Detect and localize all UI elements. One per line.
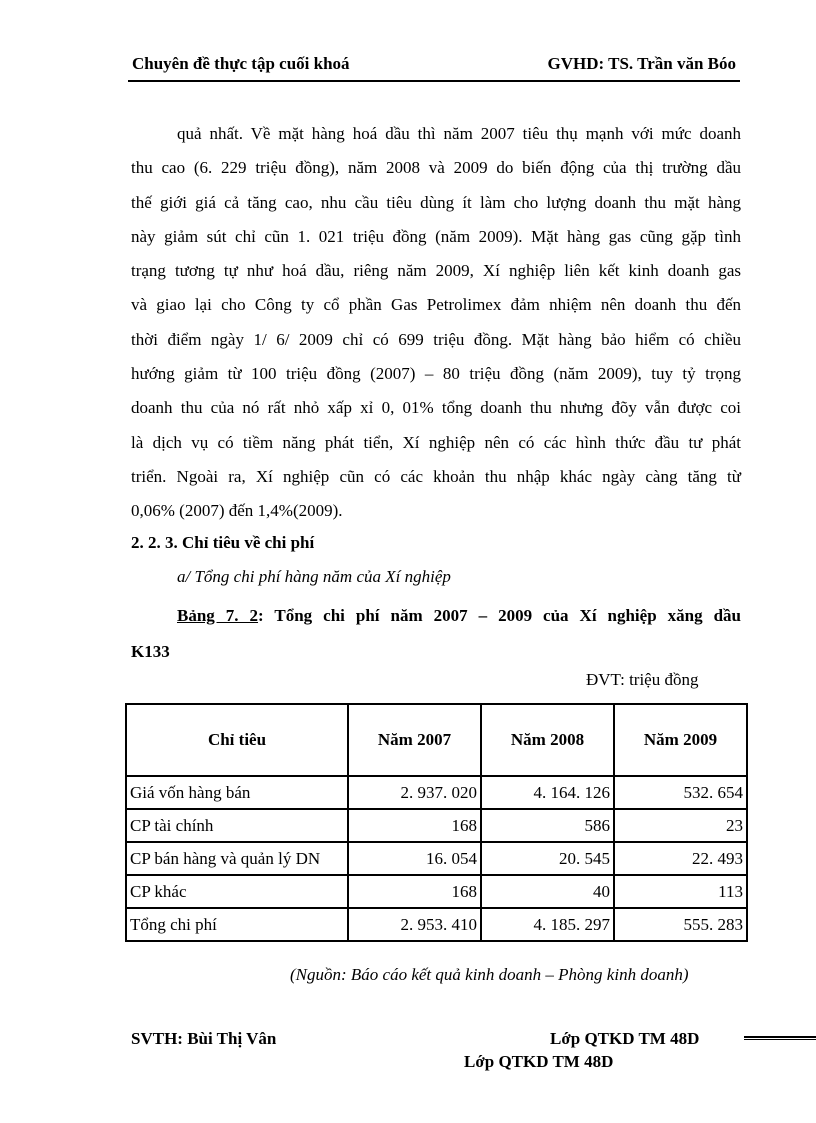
table-cell: 2. 953. 410	[348, 908, 481, 941]
table-cell: 20. 545	[481, 842, 614, 875]
table-row	[126, 809, 747, 842]
table-cell: 23	[614, 809, 747, 842]
caption-line-1	[131, 598, 741, 634]
table-row	[126, 908, 747, 941]
table-cell: CP tài chính	[126, 809, 348, 842]
table-cell: 555. 283	[614, 908, 747, 941]
table-cell: 4. 164. 126	[481, 776, 614, 809]
table-cell: Tổng chi phí	[126, 908, 348, 941]
paragraph-line: và giao lại cho Công ty cổ phần Gas Petrolimex đảm nhiệm nên doanh thu đến	[131, 295, 741, 315]
paragraph-line: này giảm sút chỉ cũn 1. 021 triệu đồng (năm 2009). Mặt hàng gas cũng gặp tình	[131, 226, 741, 246]
table-row	[126, 776, 747, 809]
table-cell: 4. 185. 297	[481, 908, 614, 941]
header-advisor: GVHD: TS. Trần văn Bóo	[547, 54, 736, 73]
table-cell: 16. 054	[348, 842, 481, 875]
table-caption	[131, 598, 741, 670]
table-header-row	[126, 704, 747, 776]
footer-class: Lớp QTKD TM 48D	[550, 1029, 700, 1048]
table-cell: CP bán hàng và quản lý DN	[126, 842, 348, 875]
paragraph-line: quả nhất. Về mặt hàng hoá dầu thì năm 2007 tiêu thụ mạnh với mức doanh	[177, 124, 741, 143]
paragraph-line: triển. Ngoài ra, Xí nghiệp cũn có các khoản thu nhập khác ngày càng tăng từ	[131, 466, 741, 486]
body-paragraph	[131, 117, 741, 529]
footer-class-repeat: Lớp QTKD TM 48D	[464, 1052, 614, 1071]
paragraph-line: hướng giảm từ 100 triệu đồng (2007) – 80 triệu đồng (năm 2009), tuy tỷ trọng	[131, 364, 741, 384]
table-cell: 586	[481, 809, 614, 842]
table-header-cell: Năm 2008	[481, 704, 614, 776]
caption-line-2: K133	[131, 642, 170, 661]
paragraph-line: doanh thu của nó rất nhỏ xấp xỉ 0, 01% tổng doanh thu nhưng đõy vẫn được coi	[131, 398, 741, 418]
paragraph-line: 0,06% (2007) đến 1,4%(2009).	[131, 501, 343, 521]
table-cell: Giá vốn hàng bán	[126, 776, 348, 809]
source-note: (Nguồn: Báo cáo kết quả kinh doanh – Phòng kinh doanh)	[290, 965, 689, 984]
paragraph-line: trạng tương tự như hoá dầu, riêng năm 2009, Xí nghiệp liên kết kinh doanh gas	[131, 261, 741, 281]
table-cell: CP khác	[126, 875, 348, 908]
table-row	[126, 842, 747, 875]
unit-label: ĐVT: triệu đồng	[586, 670, 699, 689]
caption-label: Bảng 7. 2	[177, 606, 259, 625]
table-header-cell: Năm 2007	[348, 704, 481, 776]
table-cell: 22. 493	[614, 842, 747, 875]
header-divider	[128, 80, 740, 82]
table-header-cell: Năm 2009	[614, 704, 747, 776]
caption-text: : Tổng chi phí năm 2007 – 2009 của Xí nghiệp xăng dầu	[258, 606, 741, 625]
footer-student: SVTH: Bùi Thị Vân	[131, 1029, 277, 1048]
table-header-cell: Chỉ tiêu	[126, 704, 348, 776]
section-heading: 2. 2. 3. Chỉ tiêu về chi phí	[131, 533, 315, 552]
paragraph-line: thế giới giá cả tăng cao, nhu cầu tiêu dùng ít làm cho lượng doanh thu mặt hàng	[131, 192, 741, 212]
table-cell: 2. 937. 020	[348, 776, 481, 809]
footer-divider	[744, 1036, 816, 1040]
table-cell: 532. 654	[614, 776, 747, 809]
cost-table	[125, 703, 748, 942]
header-title: Chuyên đề thực tập cuối khoá	[132, 54, 350, 73]
paragraph-line: thu cao (6. 229 triệu đồng), năm 2008 và 2009 do biến động của thị trường dầu	[131, 158, 741, 178]
table-cell: 168	[348, 875, 481, 908]
paragraph-line: là dịch vụ có tiềm năng phát tiển, Xí nghiệp nên có các hình thức đầu tư phát	[131, 432, 741, 452]
table-row	[126, 875, 747, 908]
section-subheading: a/ Tổng chi phí hàng năm của Xí nghiệp	[177, 567, 451, 586]
table-cell: 40	[481, 875, 614, 908]
paragraph-line: thời điểm ngày 1/ 6/ 2009 chỉ có 699 triệu đồng. Mặt hàng bảo hiểm có chiều	[131, 329, 741, 349]
page-header	[132, 52, 736, 78]
table-cell: 168	[348, 809, 481, 842]
table-cell: 113	[614, 875, 747, 908]
